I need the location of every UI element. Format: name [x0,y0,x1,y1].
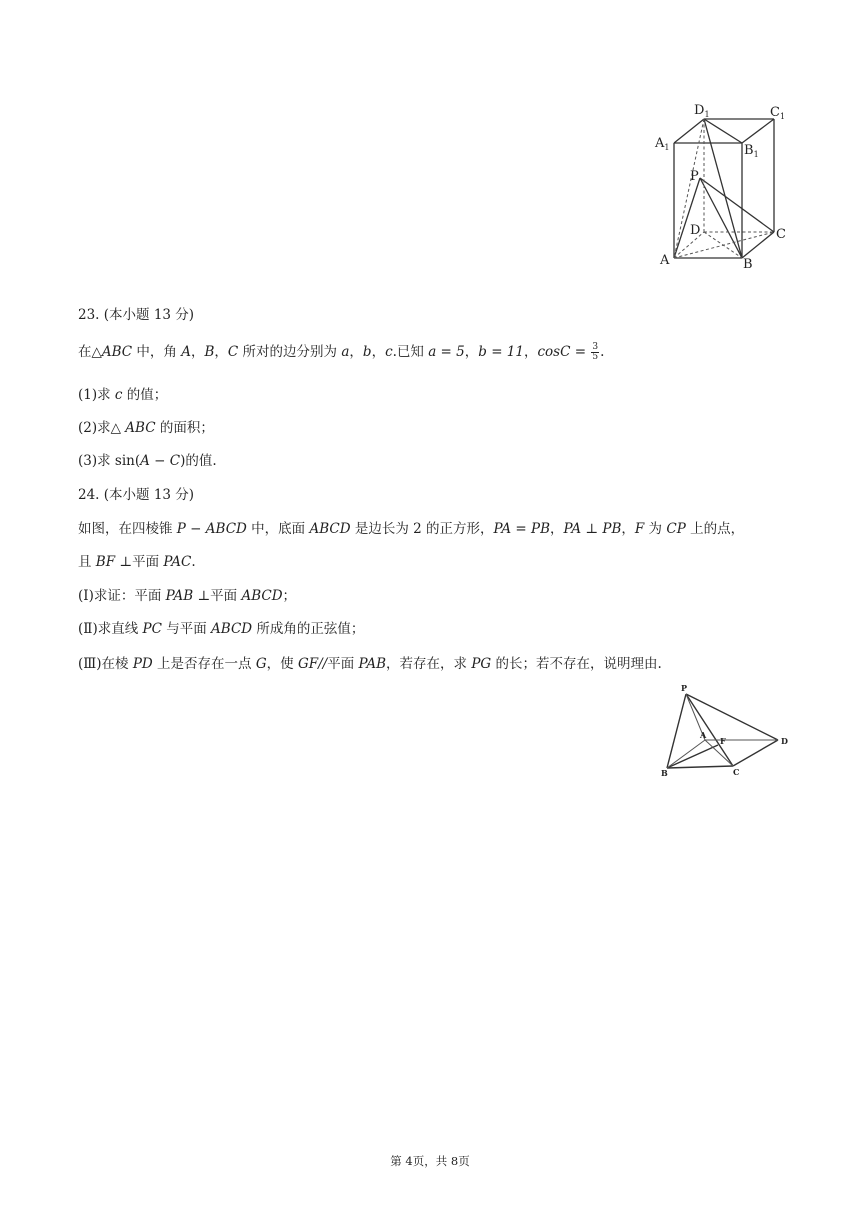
label-p: P [681,683,688,693]
label-a1: $A_1$ [655,136,670,152]
label-b: B [661,768,668,778]
q23-part2: (2)求△ ABC 的面积； [78,420,214,436]
label-d: D [690,223,701,238]
label-c: C [733,767,740,777]
label-c: C [776,227,786,242]
q24-part1: (Ⅰ)求证：平面 PAB ⊥平面 ABCD； [78,588,297,604]
fraction-3-5: $\frac{3}{5}$ [592,342,599,362]
q23-part3: (3)求 sin(A − C)的值. [78,453,217,469]
q24-stem-line1: 如图，在四棱锥 P − ABCD 中，底面 ABCD 是边长为 2 的正方形，PA = PB，PA ⊥ PB，F 为 CP 上的点， [78,521,745,537]
label-b: B [743,257,753,272]
label-f: F [720,736,726,746]
label-p: P [690,169,699,184]
label-a: A [660,253,670,268]
pyramid-figure [655,682,795,782]
q24-part3: (Ⅲ)在棱 PD 上是否存在一点 G，使 GF//平面 PAB，若存在，求 PG 的长；若不存在，说明理由. [78,656,662,672]
label-a: A [700,730,707,740]
label-b1: $B_1$ [744,143,759,159]
q24-stem-line2: 且 BF ⊥平面 PAC. [78,554,196,570]
label-d: D [781,736,788,746]
page-footer: 第 4页，共 8页 [390,1154,470,1168]
q23-stem: 在△ABC 中，角 A，B，C 所对的边分别为 a，b，c.已知 a = 5，b = 11，cosC = $\frac{3}{5}$ . [78,342,605,362]
q24-part2: (Ⅱ)求直线 PC 与平面 ABCD 所成角的正弦值； [78,621,365,637]
label-d1: $D_1$ [694,103,710,119]
q24-header: 24. (本小题 13 分) [78,487,195,503]
prism-figure [652,98,802,273]
q23-part1: (1)求 c 的值； [78,387,168,403]
label-c1: $C_1$ [770,105,786,121]
q23-header: 23. (本小题 13 分) [78,307,195,323]
